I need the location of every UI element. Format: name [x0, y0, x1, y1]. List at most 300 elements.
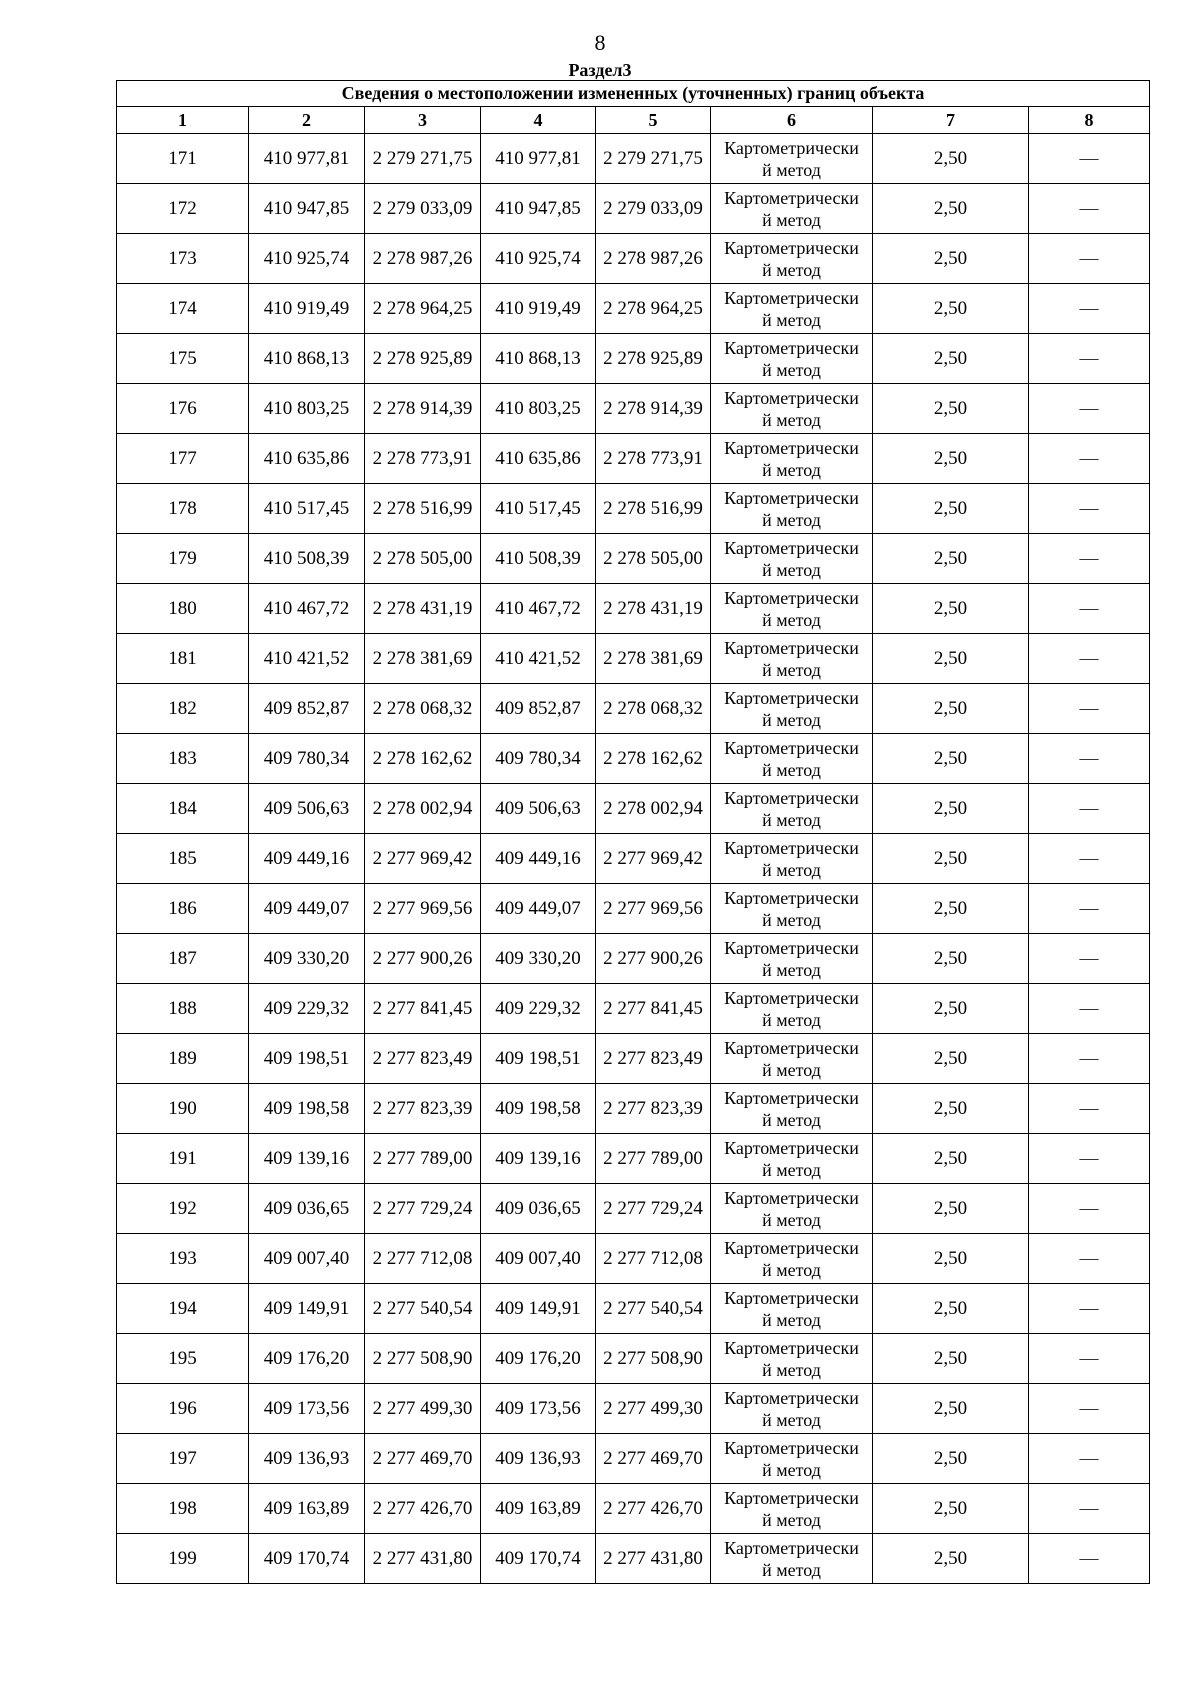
method-cell [711, 1434, 873, 1484]
x-coordinate-cell: 409 007,40 [249, 1234, 365, 1284]
column-number: 1 [117, 107, 249, 134]
y-coordinate-cell: 2 277 499,30 [596, 1384, 711, 1434]
method-text-line: Картометрически [724, 187, 859, 208]
method-text-line: й метод [762, 909, 821, 930]
point-number-cell: 176 [117, 384, 249, 434]
x-coordinate-cell: 410 803,25 [481, 384, 596, 434]
method-cell [711, 1484, 873, 1534]
method-text-line: й метод [762, 559, 821, 580]
note-cell: — [1029, 334, 1150, 384]
y-coordinate-cell: 2 278 162,62 [596, 734, 711, 784]
y-coordinate-cell: 2 277 841,45 [365, 984, 481, 1034]
y-coordinate-cell: 2 278 068,32 [596, 684, 711, 734]
method-text-line: й метод [762, 1509, 821, 1530]
x-coordinate-cell: 410 635,86 [249, 434, 365, 484]
table-row [117, 434, 1150, 484]
method-text-line: Картометрически [724, 1537, 859, 1558]
y-coordinate-cell: 2 278 914,39 [365, 384, 481, 434]
table-row [117, 634, 1150, 684]
method-text-line: Картометрически [724, 587, 859, 608]
y-coordinate-cell: 2 277 969,56 [596, 884, 711, 934]
table-row [117, 1484, 1150, 1534]
accuracy-cell: 2,50 [873, 1034, 1029, 1084]
note-cell: — [1029, 484, 1150, 534]
table-row [117, 984, 1150, 1034]
method-cell [711, 684, 873, 734]
method-cell [711, 234, 873, 284]
x-coordinate-cell: 410 868,13 [481, 334, 596, 384]
x-coordinate-cell: 409 198,58 [249, 1084, 365, 1134]
method-text-line: Картометрически [724, 937, 859, 958]
y-coordinate-cell: 2 277 540,54 [365, 1284, 481, 1334]
y-coordinate-cell: 2 279 271,75 [365, 134, 481, 184]
point-number-cell: 174 [117, 284, 249, 334]
x-coordinate-cell: 409 173,56 [481, 1384, 596, 1434]
accuracy-cell: 2,50 [873, 334, 1029, 384]
table-row [117, 1334, 1150, 1384]
method-cell [711, 984, 873, 1034]
x-coordinate-cell: 410 467,72 [249, 584, 365, 634]
method-text-line: й метод [762, 1009, 821, 1030]
note-cell: — [1029, 584, 1150, 634]
x-coordinate-cell: 409 506,63 [249, 784, 365, 834]
x-coordinate-cell: 409 449,16 [249, 834, 365, 884]
accuracy-cell: 2,50 [873, 1534, 1029, 1584]
note-cell: — [1029, 734, 1150, 784]
x-coordinate-cell: 410 977,81 [481, 134, 596, 184]
y-coordinate-cell: 2 278 068,32 [365, 684, 481, 734]
coordinates-table [116, 80, 1150, 1584]
y-coordinate-cell: 2 277 969,42 [365, 834, 481, 884]
method-cell [711, 734, 873, 784]
column-number: 2 [249, 107, 365, 134]
note-cell: — [1029, 1134, 1150, 1184]
y-coordinate-cell: 2 277 499,30 [365, 1384, 481, 1434]
method-text-line: й метод [762, 659, 821, 680]
x-coordinate-cell: 409 780,34 [481, 734, 596, 784]
table-row [117, 1384, 1150, 1434]
x-coordinate-cell: 409 229,32 [249, 984, 365, 1034]
y-coordinate-cell: 2 277 823,49 [365, 1034, 481, 1084]
point-number-cell: 171 [117, 134, 249, 184]
x-coordinate-cell: 409 149,91 [249, 1284, 365, 1334]
x-coordinate-cell: 410 925,74 [481, 234, 596, 284]
method-text-line: й метод [762, 309, 821, 330]
point-number-cell: 185 [117, 834, 249, 884]
table-row [117, 584, 1150, 634]
method-text-line: й метод [762, 1459, 821, 1480]
y-coordinate-cell: 2 277 426,70 [596, 1484, 711, 1534]
table-row [117, 384, 1150, 434]
y-coordinate-cell: 2 278 987,26 [596, 234, 711, 284]
method-cell [711, 384, 873, 434]
note-cell: — [1029, 1484, 1150, 1534]
x-coordinate-cell: 410 919,49 [249, 284, 365, 334]
accuracy-cell: 2,50 [873, 534, 1029, 584]
x-coordinate-cell: 409 449,07 [481, 884, 596, 934]
accuracy-cell: 2,50 [873, 484, 1029, 534]
method-text-line: Картометрически [724, 437, 859, 458]
method-text-line: й метод [762, 1059, 821, 1080]
accuracy-cell: 2,50 [873, 134, 1029, 184]
note-cell: — [1029, 684, 1150, 734]
accuracy-cell: 2,50 [873, 634, 1029, 684]
x-coordinate-cell: 410 517,45 [481, 484, 596, 534]
y-coordinate-cell: 2 279 033,09 [365, 184, 481, 234]
table-row [117, 734, 1150, 784]
table-row [117, 534, 1150, 584]
note-cell: — [1029, 884, 1150, 934]
method-cell [711, 1234, 873, 1284]
method-text-line: Картометрически [724, 487, 859, 508]
point-number-cell: 189 [117, 1034, 249, 1084]
table-row [117, 1434, 1150, 1484]
table-row [117, 334, 1150, 384]
note-cell: — [1029, 1434, 1150, 1484]
x-coordinate-cell: 410 947,85 [249, 184, 365, 234]
method-text-line: Картометрически [724, 1337, 859, 1358]
note-cell: — [1029, 634, 1150, 684]
method-text-line: Картометрически [724, 137, 859, 158]
column-number: 4 [481, 107, 596, 134]
column-number-row [117, 107, 1150, 134]
point-number-cell: 198 [117, 1484, 249, 1534]
method-cell [711, 884, 873, 934]
note-cell: — [1029, 784, 1150, 834]
x-coordinate-cell: 409 036,65 [249, 1184, 365, 1234]
y-coordinate-cell: 2 277 426,70 [365, 1484, 481, 1534]
note-cell: — [1029, 1084, 1150, 1134]
method-text-line: й метод [762, 1159, 821, 1180]
x-coordinate-cell: 409 780,34 [249, 734, 365, 784]
note-cell: — [1029, 834, 1150, 884]
method-text-line: Картометрически [724, 987, 859, 1008]
point-number-cell: 188 [117, 984, 249, 1034]
method-text-line: Картометрически [724, 1087, 859, 1108]
point-number-cell: 180 [117, 584, 249, 634]
table-row [117, 1284, 1150, 1334]
y-coordinate-cell: 2 278 964,25 [596, 284, 711, 334]
table-row [117, 234, 1150, 284]
table-row [117, 1234, 1150, 1284]
section-title: Раздел3 [568, 60, 632, 80]
method-cell [711, 1084, 873, 1134]
table-row [117, 784, 1150, 834]
accuracy-cell: 2,50 [873, 1084, 1029, 1134]
point-number-cell: 196 [117, 1384, 249, 1434]
method-text-line: й метод [762, 1559, 821, 1580]
method-text-line: й метод [762, 1259, 821, 1280]
x-coordinate-cell: 409 330,20 [481, 934, 596, 984]
x-coordinate-cell: 409 449,07 [249, 884, 365, 934]
y-coordinate-cell: 2 277 508,90 [365, 1334, 481, 1384]
method-text-line: й метод [762, 859, 821, 880]
method-cell [711, 584, 873, 634]
note-cell: — [1029, 534, 1150, 584]
accuracy-cell: 2,50 [873, 1484, 1029, 1534]
x-coordinate-cell: 409 036,65 [481, 1184, 596, 1234]
method-text-line: й метод [762, 609, 821, 630]
accuracy-cell: 2,50 [873, 934, 1029, 984]
method-text-line: й метод [762, 759, 821, 780]
method-cell [711, 1034, 873, 1084]
x-coordinate-cell: 410 421,52 [481, 634, 596, 684]
point-number-cell: 194 [117, 1284, 249, 1334]
note-cell: — [1029, 1384, 1150, 1434]
accuracy-cell: 2,50 [873, 584, 1029, 634]
note-cell: — [1029, 184, 1150, 234]
accuracy-cell: 2,50 [873, 734, 1029, 784]
y-coordinate-cell: 2 278 002,94 [596, 784, 711, 834]
y-coordinate-cell: 2 277 900,26 [365, 934, 481, 984]
method-text-line: Картометрически [724, 887, 859, 908]
method-text-line: Картометрически [724, 1037, 859, 1058]
accuracy-cell: 2,50 [873, 284, 1029, 334]
y-coordinate-cell: 2 278 773,91 [365, 434, 481, 484]
y-coordinate-cell: 2 278 431,19 [365, 584, 481, 634]
y-coordinate-cell: 2 277 469,70 [365, 1434, 481, 1484]
x-coordinate-cell: 409 170,74 [249, 1534, 365, 1584]
x-coordinate-cell: 409 229,32 [481, 984, 596, 1034]
accuracy-cell: 2,50 [873, 234, 1029, 284]
method-text-line: Картометрически [724, 537, 859, 558]
method-text-line: Картометрически [724, 237, 859, 258]
note-cell: — [1029, 984, 1150, 1034]
point-number-cell: 172 [117, 184, 249, 234]
method-text-line: Картометрически [724, 637, 859, 658]
accuracy-cell: 2,50 [873, 1434, 1029, 1484]
x-coordinate-cell: 409 449,16 [481, 834, 596, 884]
method-text-line: Картометрически [724, 1137, 859, 1158]
note-cell: — [1029, 434, 1150, 484]
point-number-cell: 197 [117, 1434, 249, 1484]
method-cell [711, 1534, 873, 1584]
method-text-line: й метод [762, 159, 821, 180]
x-coordinate-cell: 410 977,81 [249, 134, 365, 184]
column-number: 5 [596, 107, 711, 134]
method-text-line: й метод [762, 259, 821, 280]
method-cell [711, 1384, 873, 1434]
y-coordinate-cell: 2 278 773,91 [596, 434, 711, 484]
table-row [117, 1084, 1150, 1134]
note-cell: — [1029, 1234, 1150, 1284]
x-coordinate-cell: 409 149,91 [481, 1284, 596, 1334]
column-number: 6 [711, 107, 873, 134]
x-coordinate-cell: 409 852,87 [249, 684, 365, 734]
method-text-line: й метод [762, 459, 821, 480]
note-cell: — [1029, 1284, 1150, 1334]
method-cell [711, 184, 873, 234]
method-text-line: й метод [762, 1309, 821, 1330]
method-text-line: й метод [762, 509, 821, 530]
x-coordinate-cell: 410 467,72 [481, 584, 596, 634]
note-cell: — [1029, 234, 1150, 284]
point-number-cell: 190 [117, 1084, 249, 1134]
method-text-line: й метод [762, 959, 821, 980]
y-coordinate-cell: 2 277 712,08 [596, 1234, 711, 1284]
y-coordinate-cell: 2 277 823,49 [596, 1034, 711, 1084]
accuracy-cell: 2,50 [873, 384, 1029, 434]
x-coordinate-cell: 409 163,89 [249, 1484, 365, 1534]
point-number-cell: 193 [117, 1234, 249, 1284]
x-coordinate-cell: 410 508,39 [249, 534, 365, 584]
table-header [117, 81, 1150, 134]
page-number: 8 [594, 30, 606, 55]
method-cell [711, 1134, 873, 1184]
accuracy-cell: 2,50 [873, 184, 1029, 234]
method-text-line: Картометрически [724, 1487, 859, 1508]
x-coordinate-cell: 409 139,16 [249, 1134, 365, 1184]
x-coordinate-cell: 410 635,86 [481, 434, 596, 484]
table-row [117, 684, 1150, 734]
method-text-line: й метод [762, 1209, 821, 1230]
x-coordinate-cell: 409 198,51 [481, 1034, 596, 1084]
x-coordinate-cell: 409 136,93 [249, 1434, 365, 1484]
x-coordinate-cell: 410 919,49 [481, 284, 596, 334]
y-coordinate-cell: 2 277 431,80 [365, 1534, 481, 1584]
method-text-line: й метод [762, 209, 821, 230]
column-number: 8 [1029, 107, 1150, 134]
note-cell: — [1029, 1184, 1150, 1234]
point-number-cell: 177 [117, 434, 249, 484]
y-coordinate-cell: 2 278 002,94 [365, 784, 481, 834]
method-text-line: Картометрически [724, 687, 859, 708]
method-text-line: й метод [762, 709, 821, 730]
y-coordinate-cell: 2 278 505,00 [596, 534, 711, 584]
method-cell [711, 1184, 873, 1234]
x-coordinate-cell: 409 163,89 [481, 1484, 596, 1534]
y-coordinate-cell: 2 277 789,00 [365, 1134, 481, 1184]
accuracy-cell: 2,50 [873, 1234, 1029, 1284]
x-coordinate-cell: 409 852,87 [481, 684, 596, 734]
accuracy-cell: 2,50 [873, 434, 1029, 484]
point-number-cell: 186 [117, 884, 249, 934]
method-cell [711, 1334, 873, 1384]
accuracy-cell: 2,50 [873, 834, 1029, 884]
x-coordinate-cell: 409 170,74 [481, 1534, 596, 1584]
accuracy-cell: 2,50 [873, 884, 1029, 934]
y-coordinate-cell: 2 277 729,24 [596, 1184, 711, 1234]
x-coordinate-cell: 409 007,40 [481, 1234, 596, 1284]
point-number-cell: 184 [117, 784, 249, 834]
point-number-cell: 175 [117, 334, 249, 384]
y-coordinate-cell: 2 277 540,54 [596, 1284, 711, 1334]
table-row [117, 484, 1150, 534]
x-coordinate-cell: 409 330,20 [249, 934, 365, 984]
y-coordinate-cell: 2 277 823,39 [365, 1084, 481, 1134]
x-coordinate-cell: 409 176,20 [481, 1334, 596, 1384]
table-caption: Сведения о местоположении измененных (уточненных) границ объекта [117, 81, 1150, 107]
point-number-cell: 182 [117, 684, 249, 734]
point-number-cell: 199 [117, 1534, 249, 1584]
method-text-line: Картометрически [724, 1237, 859, 1258]
point-number-cell: 179 [117, 534, 249, 584]
note-cell: — [1029, 384, 1150, 434]
method-cell [711, 134, 873, 184]
point-number-cell: 178 [117, 484, 249, 534]
method-text-line: Картометрически [724, 1387, 859, 1408]
column-number: 7 [873, 107, 1029, 134]
x-coordinate-cell: 409 176,20 [249, 1334, 365, 1384]
method-cell [711, 284, 873, 334]
method-cell [711, 484, 873, 534]
method-text-line: й метод [762, 1359, 821, 1380]
method-text-line: й метод [762, 809, 821, 830]
y-coordinate-cell: 2 277 469,70 [596, 1434, 711, 1484]
table-row [117, 184, 1150, 234]
point-number-cell: 181 [117, 634, 249, 684]
y-coordinate-cell: 2 277 431,80 [596, 1534, 711, 1584]
table-row [117, 134, 1150, 184]
y-coordinate-cell: 2 277 789,00 [596, 1134, 711, 1184]
x-coordinate-cell: 409 506,63 [481, 784, 596, 834]
y-coordinate-cell: 2 278 431,19 [596, 584, 711, 634]
y-coordinate-cell: 2 279 033,09 [596, 184, 711, 234]
x-coordinate-cell: 410 508,39 [481, 534, 596, 584]
accuracy-cell: 2,50 [873, 784, 1029, 834]
x-coordinate-cell: 410 517,45 [249, 484, 365, 534]
method-text-line: й метод [762, 359, 821, 380]
method-text-line: Картометрически [724, 787, 859, 808]
table-row [117, 1134, 1150, 1184]
table-row [117, 934, 1150, 984]
x-coordinate-cell: 410 925,74 [249, 234, 365, 284]
method-cell [711, 634, 873, 684]
accuracy-cell: 2,50 [873, 1134, 1029, 1184]
y-coordinate-cell: 2 277 729,24 [365, 1184, 481, 1234]
y-coordinate-cell: 2 278 925,89 [365, 334, 481, 384]
table-row [117, 284, 1150, 334]
y-coordinate-cell: 2 277 823,39 [596, 1084, 711, 1134]
point-number-cell: 191 [117, 1134, 249, 1184]
y-coordinate-cell: 2 277 969,42 [596, 834, 711, 884]
method-text-line: Картометрически [724, 337, 859, 358]
x-coordinate-cell: 410 868,13 [249, 334, 365, 384]
x-coordinate-cell: 410 803,25 [249, 384, 365, 434]
method-text-line: й метод [762, 1409, 821, 1430]
y-coordinate-cell: 2 277 841,45 [596, 984, 711, 1034]
method-text-line: Картометрически [724, 1287, 859, 1308]
accuracy-cell: 2,50 [873, 1334, 1029, 1384]
table-row [117, 1034, 1150, 1084]
y-coordinate-cell: 2 278 964,25 [365, 284, 481, 334]
point-number-cell: 192 [117, 1184, 249, 1234]
method-cell [711, 934, 873, 984]
accuracy-cell: 2,50 [873, 1384, 1029, 1434]
method-text-line: й метод [762, 1109, 821, 1130]
method-text-line: й метод [762, 409, 821, 430]
method-cell [711, 834, 873, 884]
point-number-cell: 173 [117, 234, 249, 284]
y-coordinate-cell: 2 277 508,90 [596, 1334, 711, 1384]
table-row [117, 1534, 1150, 1584]
note-cell: — [1029, 134, 1150, 184]
y-coordinate-cell: 2 278 987,26 [365, 234, 481, 284]
y-coordinate-cell: 2 277 712,08 [365, 1234, 481, 1284]
y-coordinate-cell: 2 278 914,39 [596, 384, 711, 434]
table-row [117, 834, 1150, 884]
table-row [117, 884, 1150, 934]
x-coordinate-cell: 410 421,52 [249, 634, 365, 684]
method-text-line: Картометрически [724, 737, 859, 758]
table-row [117, 1184, 1150, 1234]
column-number: 3 [365, 107, 481, 134]
point-number-cell: 183 [117, 734, 249, 784]
x-coordinate-cell: 409 173,56 [249, 1384, 365, 1434]
accuracy-cell: 2,50 [873, 684, 1029, 734]
method-text-line: Картометрически [724, 287, 859, 308]
x-coordinate-cell: 410 947,85 [481, 184, 596, 234]
